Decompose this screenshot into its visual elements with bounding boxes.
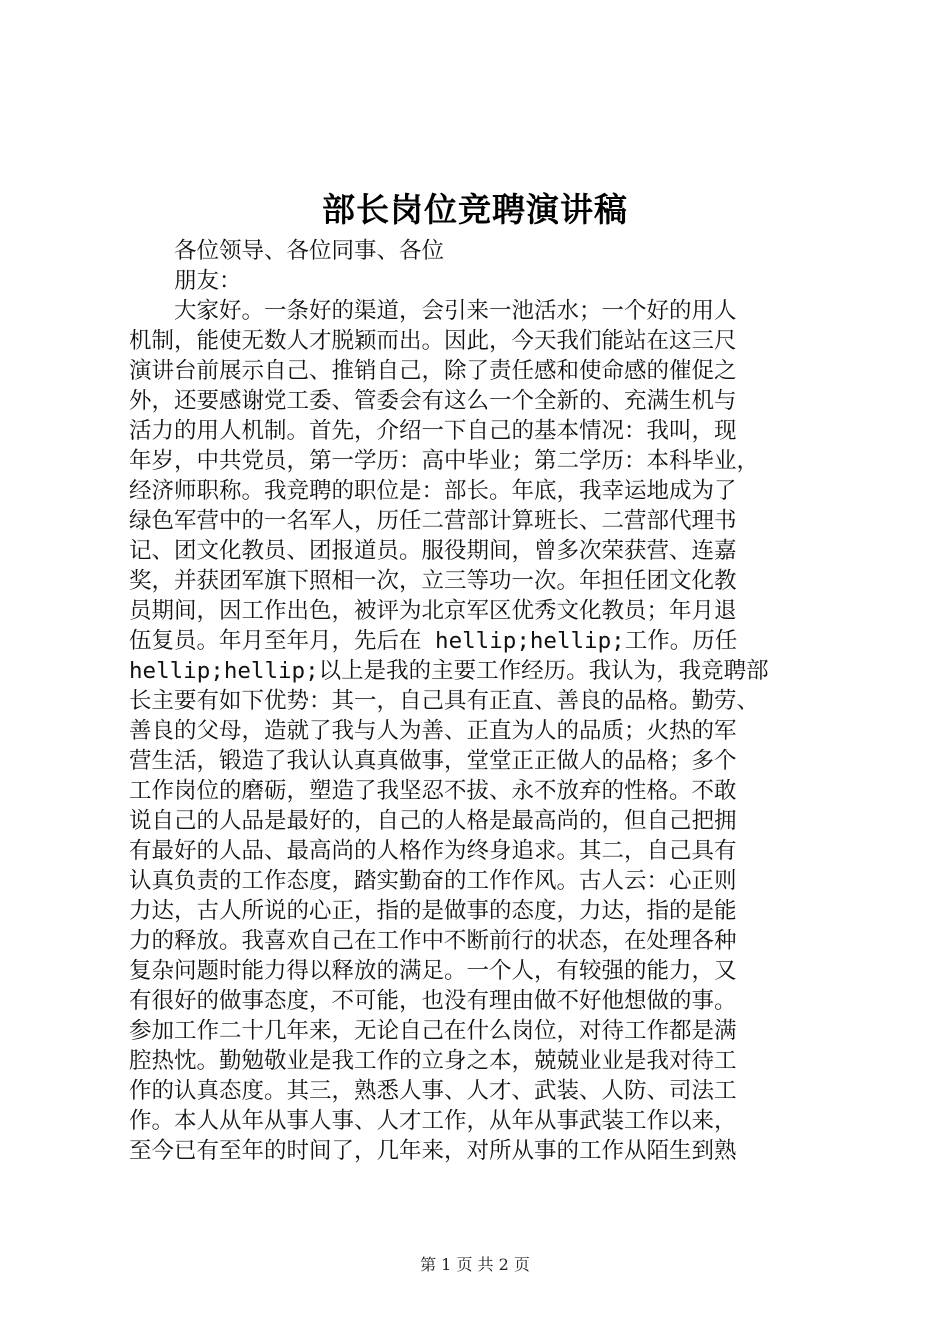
body-line: 作。本人从年从事人事、人才工作，从年从事武装工作以来， <box>129 1108 737 1134</box>
body-line: 有很好的做事态度，不可能，也没有理由做不好他想做的事。 <box>129 988 737 1014</box>
body-line: 认真负责的工作态度，踏实勤奋的工作作风。古人云：心正则 <box>129 868 737 894</box>
document-title: 部长岗位竞聘演讲稿 <box>322 190 628 229</box>
document-body <box>129 236 829 1166</box>
body-line: 奖，并获团军旗下照相一次，立三等功一次。年担任团文化教 <box>129 568 737 594</box>
body-line: 参加工作二十几年来，无论自己在什么岗位，对待工作都是满 <box>129 1018 737 1044</box>
body-line: hellip;hellip;以上是我的主要工作经历。我认为，我竞聘部 <box>129 658 769 684</box>
body-line: 活力的用人机制。首先，介绍一下自己的基本情况：我叫，现 <box>129 418 737 444</box>
body-line: 作的认真态度。其三，熟悉人事、人才、武装、人防、司法工 <box>129 1078 737 1104</box>
body-line: 复杂问题时能力得以释放的满足。一个人，有较强的能力，又 <box>129 958 737 984</box>
body-line: 绿色军营中的一名军人，历任二营部计算班长、二营部代理书 <box>129 508 737 534</box>
body-line: 年岁，中共党员，第一学历：高中毕业；第二学历：本科毕业， <box>129 448 760 474</box>
body-line: 员期间，因工作出色，被评为北京军区优秀文化教员；年月退 <box>129 598 737 624</box>
body-line: 力的释放。我喜欢自己在工作中不断前行的状态，在处理各种 <box>129 928 737 954</box>
body-line: 至今已有至年的时间了，几年来，对所从事的工作从陌生到熟 <box>129 1138 737 1164</box>
body-line: 工作岗位的磨砺，塑造了我坚忍不拔、永不放弃的性格。不敢 <box>129 778 737 804</box>
body-line: 演讲台前展示自己、推销自己，除了责任感和使命感的催促之 <box>129 358 737 384</box>
body-line: 腔热忱。勤勉敬业是我工作的立身之本，兢兢业业是我对待工 <box>129 1048 737 1074</box>
body-line: 各位领导、各位同事、各位 <box>129 238 445 264</box>
body-line: 经济师职称。我竞聘的职位是：部长。年底，我幸运地成为了 <box>129 478 737 504</box>
page-footer: 第 1 页 共 2 页 <box>420 1255 530 1274</box>
body-line: 伍复员。年月至年月，先后在 hellip;hellip;工作。历任 <box>129 628 738 654</box>
body-line: 有最好的人品、最高尚的人格作为终身追求。其二，自己具有 <box>129 838 737 864</box>
body-line: 力达，古人所说的心正，指的是做事的态度，力达，指的是能 <box>129 898 737 924</box>
body-line: 大家好。一条好的渠道，会引来一池活水；一个好的用人 <box>129 298 737 324</box>
body-line: 机制，能使无数人才脱颖而出。因此，今天我们能站在这三尺 <box>129 328 737 354</box>
body-line: 外，还要感谢党工委、管委会有这么一个全新的、充满生机与 <box>129 388 737 414</box>
body-line: 说自己的人品是最好的，自己的人格是最高尚的，但自己把拥 <box>129 808 737 834</box>
body-line: 记、团文化教员、团报道员。服役期间，曾多次荣获营、连嘉 <box>129 538 737 564</box>
body-line: 善良的父母，造就了我与人为善、正直为人的品质；火热的军 <box>129 718 737 744</box>
body-line: 长主要有如下优势：其一，自己具有正直、善良的品格。勤劳、 <box>129 688 760 714</box>
body-line: 朋友： <box>129 268 242 294</box>
body-line: 营生活，锻造了我认认真真做事，堂堂正正做人的品格；多个 <box>129 748 737 774</box>
